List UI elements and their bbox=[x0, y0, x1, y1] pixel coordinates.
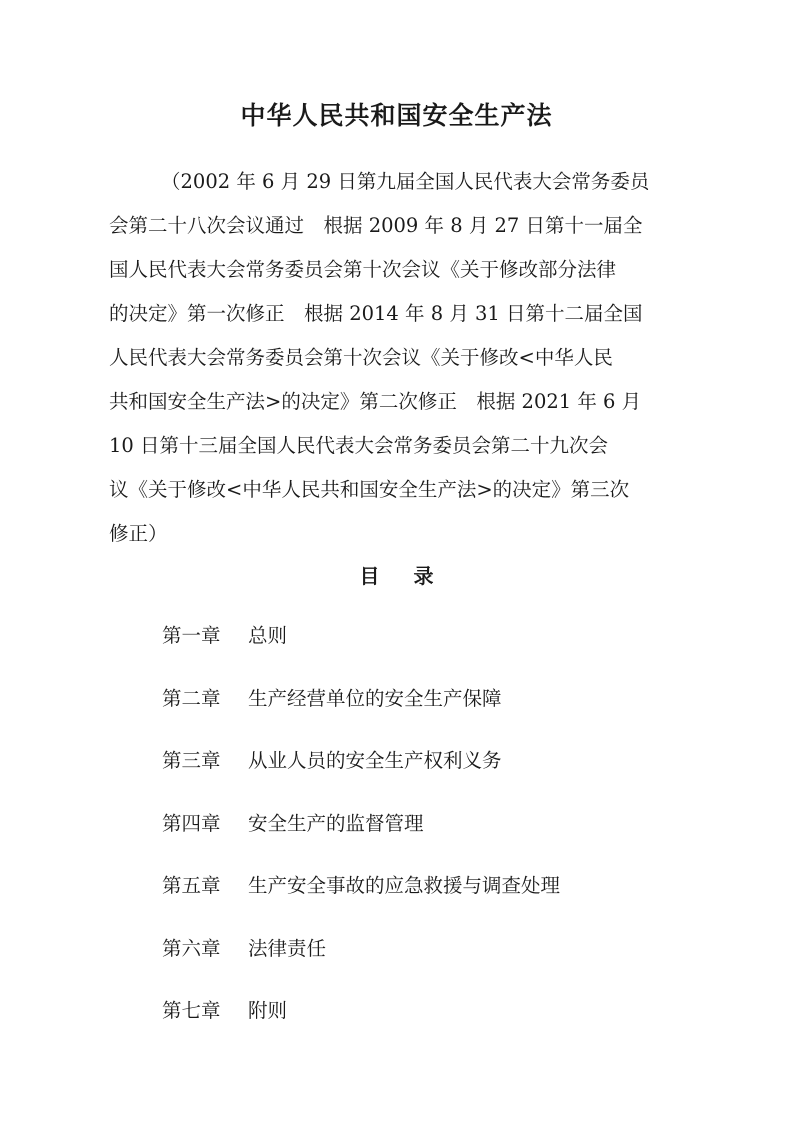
chapter-number: 第三章 bbox=[162, 749, 221, 772]
preamble-line: 修正） bbox=[109, 522, 168, 545]
toc-item-chapter-1[interactable] bbox=[162, 618, 560, 681]
toc-heading-char: 目 bbox=[359, 564, 380, 588]
toc-item-chapter-3[interactable] bbox=[162, 743, 560, 806]
chapter-title: 总则 bbox=[248, 624, 288, 647]
toc-item-chapter-2[interactable] bbox=[162, 681, 560, 744]
chapter-number: 第七章 bbox=[162, 999, 221, 1022]
toc-item-chapter-4[interactable] bbox=[162, 806, 560, 869]
chapter-title: 安全生产的监督管理 bbox=[248, 811, 424, 835]
preamble-line: 人民代表大会常务委员会第十次会议《关于修改<中华人民 bbox=[109, 346, 613, 369]
chapter-number: 第一章 bbox=[162, 624, 221, 647]
toc-item-chapter-5[interactable] bbox=[162, 868, 560, 931]
chapter-title: 从业人员的安全生产权利义务 bbox=[248, 749, 502, 772]
toc-heading-char: 录 bbox=[413, 564, 434, 588]
preamble-line: 10 日第十三届全国人民代表大会常务委员会第二十九次会 bbox=[109, 434, 609, 457]
toc-item-chapter-6[interactable] bbox=[162, 931, 560, 994]
chapter-number: 第四章 bbox=[162, 811, 221, 835]
preamble-line: 议《关于修改<中华人民共和国安全生产法>的决定》第三次 bbox=[109, 478, 630, 501]
chapter-number: 第二章 bbox=[162, 686, 221, 710]
toc-item-chapter-7[interactable] bbox=[162, 993, 560, 1056]
preamble-line: （2002 年 6 月 29 日第九届全国人民代表大会常务委员 bbox=[161, 170, 650, 193]
chapter-number: 第六章 bbox=[162, 936, 221, 960]
document-title: 中华人民共和国安全生产法 bbox=[240, 101, 553, 130]
preamble-line: 共和国安全生产法>的决定》第二次修正 根据 2021 年 6 月 bbox=[109, 390, 642, 413]
table-of-contents-heading bbox=[0, 560, 793, 592]
preamble-line: 会第二十八次会议通过 根据 2009 年 8 月 27 日第十一届全 bbox=[109, 214, 643, 237]
chapter-number: 第五章 bbox=[162, 874, 221, 897]
preamble-line: 的决定》第一次修正 根据 2014 年 8 月 31 日第十二届全国 bbox=[109, 302, 643, 325]
chapter-title: 生产安全事故的应急救援与调查处理 bbox=[248, 874, 561, 897]
chapter-title: 法律责任 bbox=[248, 936, 327, 960]
preamble-line: 国人民代表大会常务委员会第十次会议《关于修改部分法律 bbox=[109, 258, 617, 281]
chapter-title: 附则 bbox=[248, 999, 288, 1022]
table-of-contents bbox=[162, 618, 560, 1056]
chapter-title: 生产经营单位的安全生产保障 bbox=[248, 686, 502, 710]
preamble bbox=[109, 160, 684, 556]
